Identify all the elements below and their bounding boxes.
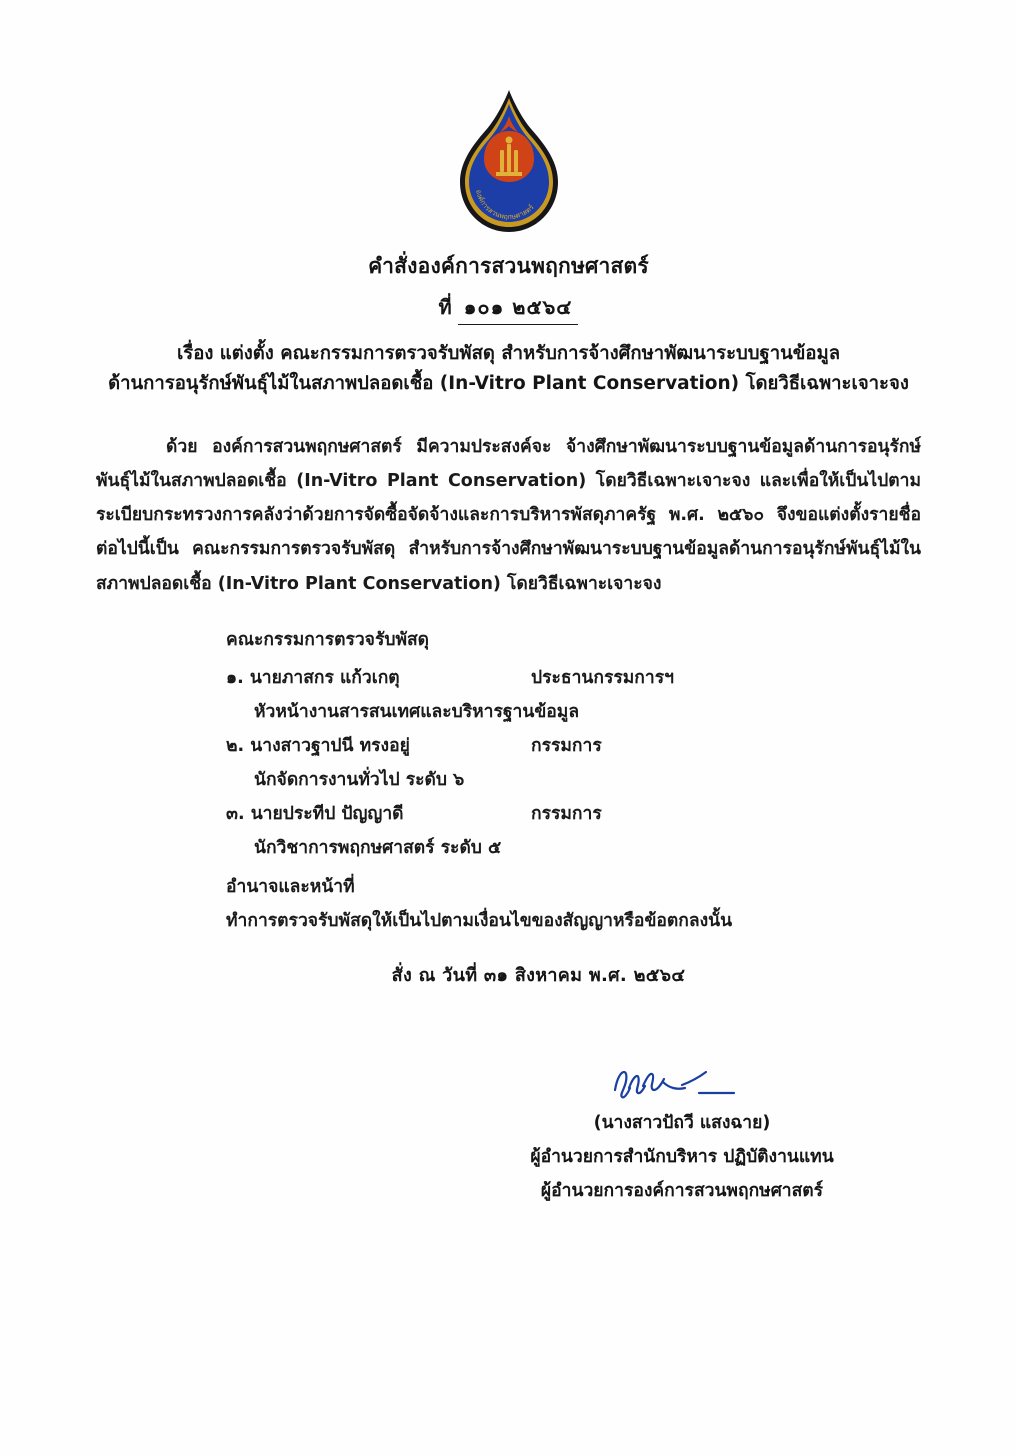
document-body [96, 430, 921, 938]
signer-position-line-2: ผู้อำนวยการองค์การสวนพฤกษศาสตร์ [540, 1181, 824, 1202]
signature-block [467, 1060, 897, 1208]
duties-text: ทำการตรวจรับพัสดุให้เป็นไปตามเงื่อนไขของสัญญาหรือข้อตกลงนั้น [226, 910, 733, 931]
svg-text:องค์การสวนพฤกษศาสตร์: องค์การสวนพฤกษศาสตร์ [473, 189, 536, 222]
document-number-line [0, 291, 1017, 325]
committee-member-list [96, 661, 921, 866]
member-position: นักจัดการงานทั่วไป ระดับ ๖ [254, 770, 465, 791]
subject-line-2: ด้านการอนุรักษ์พันธุ์ไม้ในสภาพปลอดเชื้อ (In-Vitro Plant Conservation) โดยวิธีเฉพาะเจาะจง [108, 372, 909, 394]
member-name: ๒. นางสาวฐาปนี ทรงอยู่ [226, 736, 410, 756]
list-item [226, 797, 921, 865]
subject-line-1: เรื่อง แต่งตั้ง คณะกรรมการตรวจรับพัสดุ สำหรับการจ้างศึกษาพัฒนาระบบฐานข้อมูล [176, 343, 841, 364]
member-name: ๑. นายภาสกร แก้วเกตุ [226, 667, 400, 688]
paragraph-text: ด้วย องค์การสวนพฤกษศาสตร์ มีความประสงค์จะ จ้างศึกษาพัฒนาระบบฐานข้อมูลด้านการอนุรักษ์พันธุ์ไม้ในสภาพปลอดเชื้อ (In-Vitro Plant Conservation) โดยวิธีเฉพาะเจาะจง และเพื่อให้เป็นไปตามระเบียบกระทรวงการคลังว่าด้วยการจัดซื้อจัดจ้างและการบริหารพัสดุภาครัฐ พ.ศ. ๒๕๖๐ จึงขอแต่งตั้งรายชื่อต่อไปนี้เป็น คณะกรรมการตรวจรับพัสดุ สำหรับการจ้างศึกษาพัฒนาระบบฐานข้อมูลด้านการอนุรักษ์พันธุ์ไม้ในสภาพปลอดเชื้อ (In-Vitro Plant Conservation) โดยวิธีเฉพาะเจาะจง [96, 437, 921, 594]
body-paragraph [96, 430, 921, 601]
document-heading [0, 250, 1017, 399]
duties-label: อำนาจและหน้าที่ [226, 876, 355, 897]
signer-position-line-1: ผู้อำนวยการสำนักบริหาร ปฏิบัติงานแทน [530, 1147, 834, 1168]
document-subject [0, 339, 1017, 399]
issue-date-line: สั่ง ณ วันที่ ๓๑ สิงหาคม พ.ศ. ๒๕๖๔ [391, 965, 686, 986]
member-position: นักวิชาการพฤกษศาสตร์ ระดับ ๕ [254, 838, 502, 859]
member-role: กรรมการ [531, 804, 602, 825]
document-number-label: ที่ [438, 295, 452, 319]
member-role: ประธานกรรมการฯ [531, 667, 674, 688]
member-role: กรรมการ [531, 736, 602, 756]
document-number-value: ๑๐๑ ๒๕๖๔ [458, 291, 579, 325]
member-row [226, 797, 921, 831]
member-row [226, 661, 921, 695]
botanical-garden-organization-seal-icon [430, 88, 588, 238]
list-item [226, 729, 921, 797]
emblem-container [0, 88, 1017, 238]
document-title: คำสั่งองค์การสวนพฤกษศาสตร์ [368, 254, 649, 278]
handwritten-signature-icon [467, 1060, 897, 1106]
list-item [226, 661, 921, 729]
signer-name: (นางสาวปัถวี แสงฉาย) [593, 1113, 771, 1133]
member-name: ๓. นายประทีป ปัญญาดี [226, 804, 404, 825]
committee-label: คณะกรรมการตรวจรับพัสดุ [226, 629, 430, 650]
member-position: หัวหน้างานสารสนเทศและบริหารฐานข้อมูล [254, 701, 580, 722]
member-row [226, 729, 921, 763]
